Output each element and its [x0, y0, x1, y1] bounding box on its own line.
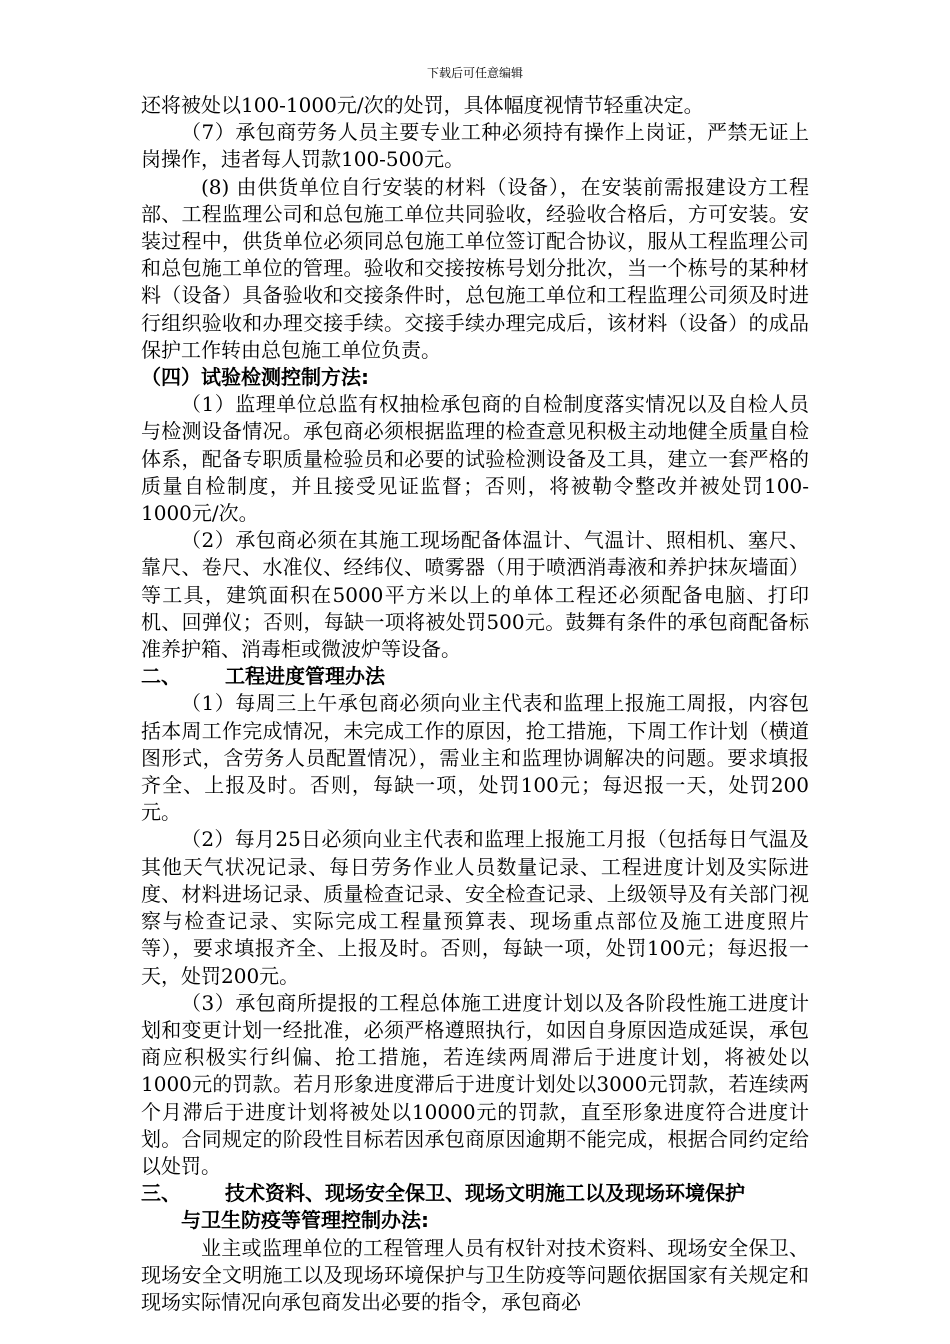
paragraph: (8) 由供货单位自行安装的材料（设备），在安装前需报建设方工程部、工程监理公司和总包施工单位共同验收，经验收合格后，方可安装。安装过程中，供货单位必须同总包施工单位签订配合协议，服从工程监理公司和总包施工单位的管理。验收和交接按栋号划分批次，当一个栋号的某种材料（设备）具备验收和交接条件时，总包施工单位和工程监理公司须及时进行组织验收和办理交接手续。交接手续办理完成后，该材料（设备）的成品保护工作转由总包施工单位负责。: [141, 174, 809, 362]
paragraph: 还将被处以100-1000元/次的处罚，具体幅度视情节轻重决定。: [141, 93, 704, 117]
heading-text: 技术资料、现场安全保卫、现场文明施工以及现场环境保护: [225, 1181, 745, 1206]
paragraph: （7）承包商劳务人员主要专业工种必须持有操作上岗证，严禁无证上岗操作，违者每人罚款100-500元。: [141, 120, 809, 172]
paragraph: （2）承包商必须在其施工现场配备体温计、气温计、照相机、塞尺、靠尺、卷尺、水准仪、经纬仪、喷雾器（用于喷洒消毒液和养护抹灰墙面）等工具，建筑面积在5000平方米以上的单体工程还必须配备电脑、打印机、回弹仪；否则，每缺一项将被处罚500元。鼓舞有条件的承包商配备标准养护箱、消毒柜或微波炉等设备。: [141, 528, 809, 662]
section-heading: （四）试验检测控制方法:: [141, 365, 369, 390]
page-header: 下载后可任意编辑: [426, 66, 523, 80]
paragraph: （1）每周三上午承包商必须向业主代表和监理上报施工周报，内容包括本周工作完成情况，未完成工作的原因，抢工措施，下周工作计划（横道图形式，含劳务人员配置情况），需业主和监理协调解决的问题。要求填报齐全、上报及时。否则，每缺一项，处罚100元；每迟报一天，处罚200元。: [141, 691, 809, 825]
heading-text: 工程进度管理办法: [225, 664, 385, 689]
section-heading: [141, 1180, 809, 1207]
section-heading-continued: 与卫生防疫等管理控制办法:: [181, 1208, 429, 1233]
paragraph: （2）每月25日必须向业主代表和监理上报施工月报（包括每日气温及其他天气状况记录、每日劳务作业人员数量记录、工程进度计划及实际进度、材料进场记录、质量检查记录、安全检查记录、上级领导及有关部门视察与检查记录、实际完成工程量预算表、现场重点部位及施工进度照片等），要求填报齐全、上报及时。否则，每缺一项，处罚100元；每迟报一天，处罚200元。: [141, 827, 809, 988]
paragraph: （1）监理单位总监有权抽检承包商的自检制度落实情况以及自检人员与检测设备情况。承包商必须根据监理的检查意见积极主动地健全质量自检体系，配备专职质量检验员和必要的试验检测设备及工具，建立一套严格的质量自检制度，并且接受见证监督；否则，将被勒令整改并被处罚100-1000元/次。: [141, 392, 809, 526]
heading-number: 三、: [141, 1181, 181, 1206]
paragraph: 业主或监理单位的工程管理人员有权针对技术资料、现场安全保卫、现场安全文明施工以及现场环境保护与卫生防疫等问题依据国家有关规定和现场实际情况向承包商发出必要的指令，承包商必: [141, 1235, 809, 1314]
document-body: [141, 92, 809, 1316]
heading-number: 二、: [141, 664, 181, 689]
paragraph: （3）承包商所提报的工程总体施工进度计划以及各阶段性施工进度计划和变更计划一经批准，必须严格遵照执行，如因自身原因造成延误，承包商应积极实行纠偏、抢工措施，若连续两周滞后于进度计划，将被处以1000元的罚款。若月形象进度滞后于进度计划处以3000元罚款，若连续两个月滞后于进度计划将被处以10000元的罚款，直至形象进度符合进度计划。合同规定的阶段性目标若因承包商原因逾期不能完成，根据合同约定给以处罚。: [141, 990, 809, 1178]
section-heading: [141, 663, 809, 690]
